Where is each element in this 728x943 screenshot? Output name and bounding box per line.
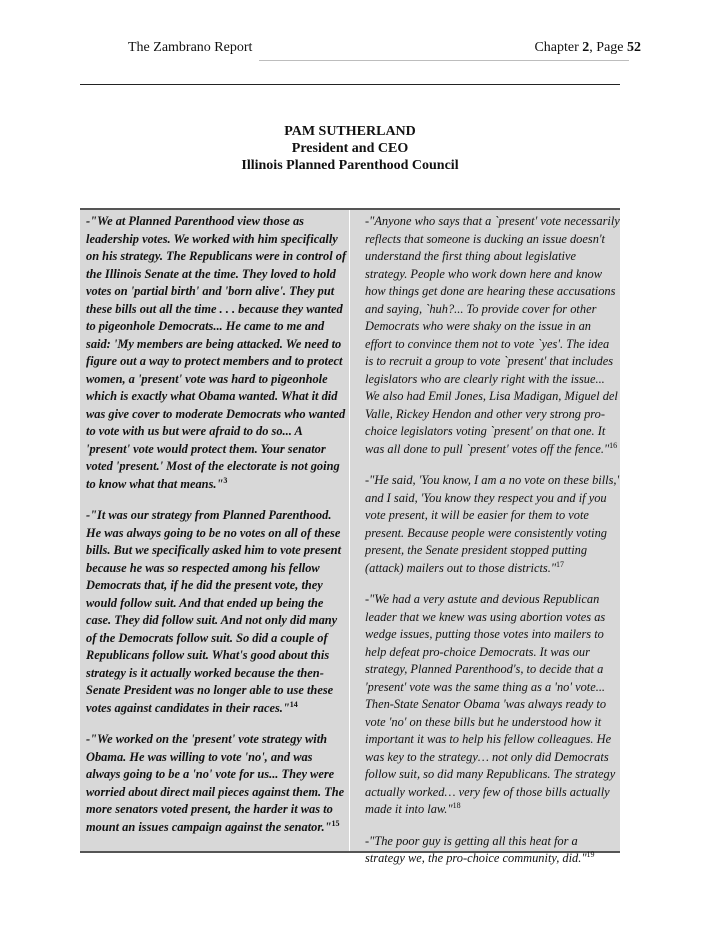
left-quotes-column (80, 210, 350, 851)
quote-text: -"Anyone who says that a `present' vote necessarily reflects that someone is ducking an issue doesn't understand the first thing about legislative strategy. People who work down here and know how things get done are hearing these accusations and saying, `huh?... To provide cover for other Democrats who were shaky on the issue in an effort to convince them not to vote `yes'. The idea is to recruit a group to vote `present' that includes legislators who are clearly right with the issue... We also had Emil Jones, Lisa Madigan, Miguel del Valle, Rickey Hendon and other very strong pro-choice legislators voting `present' on that one. It was all done to pull `present' votes off the fence." (365, 214, 620, 456)
quote-text: -"We at Planned Parenthood view those as leadership votes. We worked with him specifically on his strategy. The Republicans were in control of the Illinois Senate at the time. They loved to hold votes on 'partial birth' and 'born alive'. They put these bills out all the time . . . because they wanted to pigeonhole Democrats... He came to me and said: 'My members are being attacked. We need to figure out a way to protect members and to protect women, a 'present' vote was hard to pigeonhole which is exactly what Obama wanted. What it did was give cover to moderate Democrats who wanted to vote with us but were afraid to do so... A 'present' vote would protect them. Your senator voted 'present.' Most of the electorate is not going to know what that means." (86, 214, 347, 491)
quote-text: -"The poor guy is getting all this heat for a strategy we, the pro-choice community, did." (365, 833, 587, 865)
quote-text: -"He said, 'You know, I am a no vote on these bills,' and I said, 'You know they respect you and if you vote present, it will be easier for them to vote present. Because people were consistently voting present, the Senate president stopped putting (attack) mailers out to those districts." (365, 473, 620, 575)
quote-paragraph (365, 833, 620, 868)
footnote-ref: 17 (556, 559, 565, 569)
page-number: 52 (627, 40, 641, 55)
report-title: The Zambrano Report (128, 40, 253, 55)
footnote-ref: 14 (289, 699, 298, 709)
quote-paragraph (365, 213, 620, 458)
footnote-ref: 16 (609, 440, 618, 450)
quote-paragraph (365, 591, 620, 819)
chapter-page-label (534, 40, 641, 56)
quote-text: -"We worked on the 'present' vote strategy with Obama. He was willing to vote 'no', and was always going to be a 'no' vote for us... They were worried about direct mail pieces against them. The more senators voted present, the harder it was to mount an issues campaign against the senator." (86, 732, 345, 834)
footnote-ref: 15 (331, 818, 340, 828)
section-title (80, 123, 620, 174)
quote-text: -"We had a very astute and devious Republican leader that we knew was using abortion votes as wedge issues, putting those votes into mailers to help defeat pro-choice Democrats. It was our strategy, Planned Parenthood's, to decide that a 'present' vote was the same thing as a 'no' vote... Then-State Senator Obama 'was always ready to vote 'no' on these bills but he understood how it important it was to help his fellow colleagues. He was key to the strategy… not only did Democrats follow suit, so did many Republicans. The strategy actually worked… very few of those bills actually made it into law." (365, 592, 616, 816)
quote-text: -"It was our strategy from Planned Parenthood. He was always going to be no votes on all of these bills. But we specifically asked him to vote present because he was so respected among his fellow Democrats that, if he did the present vote, they would follow suit. And that ended up being the case. They did follow suit. And not only did many of the Democrats follow suit. So did a couple of Republicans follow suit. What's good about this strategy is it actually worked because the then-Senate President was no longer able to use these votes against candidates in their races." (86, 508, 342, 715)
quote-paragraph (86, 213, 349, 493)
chapter-number: 2 (582, 40, 590, 55)
header-rule-light (259, 60, 629, 61)
footnote-ref: 19 (586, 849, 595, 859)
chapter-label: Chapter (534, 40, 583, 55)
organization-name: Illinois Planned Parenthood Council (241, 158, 459, 173)
quote-paragraph (86, 731, 349, 836)
quotes-table (80, 208, 620, 865)
quote-paragraph (86, 507, 349, 717)
footnote-ref: 3 (223, 475, 228, 485)
right-quotes-column (361, 210, 620, 865)
quote-paragraph (365, 472, 620, 577)
person-position: President and CEO (291, 141, 409, 156)
person-name: PAM SUTHERLAND (284, 124, 416, 139)
footnote-ref: 18 (452, 800, 461, 810)
page-label: , Page (589, 40, 627, 55)
header-rule (80, 84, 620, 85)
